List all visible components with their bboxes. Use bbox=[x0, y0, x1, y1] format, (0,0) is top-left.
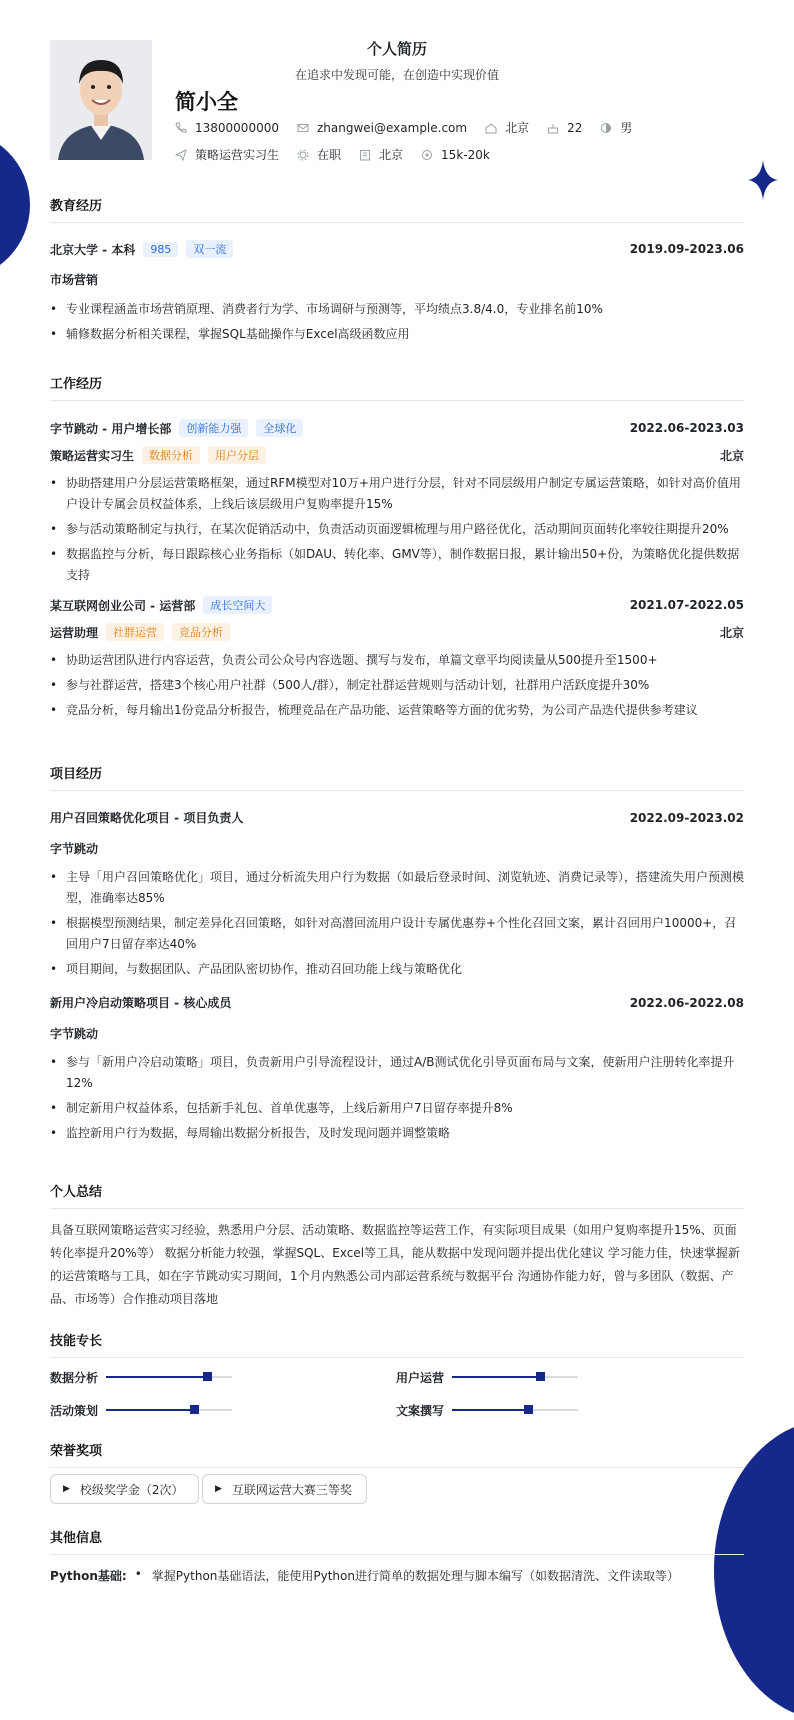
skill-level-knob bbox=[524, 1405, 533, 1414]
skill-level-knob bbox=[190, 1405, 199, 1414]
project-entry bbox=[50, 809, 744, 980]
awards-section bbox=[50, 1440, 744, 1468]
skill-item bbox=[50, 1369, 250, 1385]
award-chip[interactable] bbox=[50, 1474, 199, 1504]
project-entry bbox=[50, 994, 744, 1144]
gender-item bbox=[600, 119, 632, 136]
list-item: • 协助运营团队进行内容运营，负责公司公众号内容选题、撰写与发布，单篇文章平均阅读量从500提升至1500+ bbox=[50, 650, 744, 671]
contact-row bbox=[175, 119, 650, 136]
projects-section bbox=[50, 763, 744, 1148]
list-item: • 辅修数据分析相关课程，掌握SQL基础操作与Excel高级函数应用 bbox=[50, 324, 744, 345]
building-icon bbox=[359, 149, 371, 161]
gear-icon bbox=[297, 149, 309, 161]
skill-level-fill bbox=[452, 1409, 528, 1411]
skill-level-fill bbox=[452, 1376, 540, 1378]
role-tag: 竞品分析 bbox=[172, 623, 230, 641]
school-tag: 双一流 bbox=[186, 240, 233, 258]
other-text: 掌握Python基础语法，能使用Python进行简单的数据处理与脚本编写（如数据清洗、文件读取等） bbox=[151, 1569, 679, 1583]
email-item bbox=[297, 121, 467, 135]
skill-level-fill bbox=[106, 1409, 194, 1411]
education-section bbox=[50, 195, 744, 349]
cake-icon bbox=[547, 122, 559, 134]
phone-text: 13800000000 bbox=[195, 120, 279, 135]
project-bullets bbox=[50, 1052, 744, 1144]
skill-level-fill bbox=[106, 1376, 207, 1378]
other-section bbox=[50, 1527, 744, 1584]
section-title: 工作经历 bbox=[50, 373, 744, 401]
list-item: • 根据模型预测结果，制定差异化召回策略，如针对高潜回流用户设计专属优惠券+个性化召回文案，累计召回用户10000+，召回用户7日留存率达40% bbox=[50, 913, 744, 955]
section-title: 荣誉奖项 bbox=[50, 1440, 744, 1468]
caret-right-icon: ▶ bbox=[63, 1484, 70, 1494]
list-item: • 参与「新用户冷启动策略」项目，负责新用户引导流程设计，通过A/B测试优化引导页面布局与文案，使新用户注册转化率提升12% bbox=[50, 1052, 744, 1094]
job-role: 运营助理 bbox=[50, 625, 99, 640]
section-title: 其他信息 bbox=[50, 1527, 744, 1555]
education-bullets bbox=[50, 299, 744, 345]
work-section bbox=[50, 373, 744, 725]
status-text: 在职 bbox=[317, 148, 342, 162]
job-city: 北京 bbox=[719, 625, 744, 640]
company-name: 字节跳动 - 用户增长部 bbox=[50, 421, 172, 436]
project-org: 字节跳动 bbox=[50, 842, 99, 856]
skill-level-knob bbox=[203, 1372, 212, 1381]
skills-section bbox=[50, 1330, 744, 1358]
job-date: 2022.06-2023.03 bbox=[629, 421, 744, 435]
list-item: • 主导「用户召回策略优化」项目，通过分析流失用户行为数据（如最后登录时间、浏览轨迹、消费记录等），搭建流失用户预测模型，准确率达85% bbox=[50, 867, 744, 909]
company-name: 某互联网创业公司 - 运营部 bbox=[50, 598, 196, 613]
list-item: • 竞品分析，每月输出1份竞品分析报告，梳理竞品在产品功能、运营策略等方面的优劣势，为公司产品迭代提供参考建议 bbox=[50, 700, 744, 721]
project-name: 新用户冷启动策略项目 - 核心成员 bbox=[50, 996, 232, 1010]
project-org: 字节跳动 bbox=[50, 1027, 99, 1041]
salary-text: 15k-20k bbox=[441, 147, 490, 162]
award-label: 校级奖学金（2次） bbox=[79, 1482, 184, 1497]
skill-level-knob bbox=[536, 1372, 545, 1381]
school-name: 北京大学 - 本科 bbox=[50, 242, 136, 257]
skill-level-track bbox=[106, 1376, 232, 1378]
resume-page bbox=[50, 0, 745, 1583]
skill-level-track bbox=[106, 1409, 232, 1411]
sparkle-icon bbox=[748, 160, 778, 200]
job-bullets bbox=[50, 473, 744, 586]
location-text: 北京 bbox=[505, 121, 530, 135]
home-icon bbox=[485, 122, 497, 134]
summary-section bbox=[50, 1181, 744, 1311]
age-item bbox=[547, 121, 582, 135]
skill-name: 文案撰写 bbox=[396, 1403, 445, 1418]
other-row bbox=[50, 1567, 744, 1584]
mail-icon bbox=[297, 122, 309, 134]
company-tag: 创新能力强 bbox=[179, 419, 248, 437]
gender-text: 男 bbox=[620, 121, 633, 135]
skill-item bbox=[50, 1402, 250, 1418]
location-item bbox=[485, 119, 529, 136]
section-title: 教育经历 bbox=[50, 195, 744, 223]
list-item: • 参与活动策略制定与执行，在某次促销活动中，负责活动页面逻辑梳理与用户路径优化，活动期间页面转化率较往期提升20% bbox=[50, 519, 744, 540]
job-bullets bbox=[50, 650, 744, 721]
list-item: • 参与社群运营，搭建3个核心用户社群（500人/群），制定社群运营规则与活动计划，社群用户活跃度提升30% bbox=[50, 675, 744, 696]
tagline: 在追求中发现可能，在创造中实现价值 bbox=[294, 68, 499, 82]
job-target-text: 策略运营实习生 bbox=[195, 148, 280, 162]
city-item bbox=[359, 146, 403, 163]
decorative-circle-left bbox=[0, 130, 30, 280]
award-chip[interactable] bbox=[202, 1474, 367, 1504]
list-item: • 监控新用户行为数据，每周输出数据分析报告，及时发现问题并调整策略 bbox=[50, 1123, 744, 1144]
job-entry bbox=[50, 419, 744, 586]
job-target-item bbox=[175, 146, 279, 163]
skill-item bbox=[396, 1369, 596, 1385]
education-header-row bbox=[50, 240, 744, 258]
gender-icon bbox=[600, 122, 612, 134]
project-name: 用户召回策略优化项目 - 项目负责人 bbox=[50, 811, 244, 825]
resume-header bbox=[50, 0, 744, 185]
company-tag: 全球化 bbox=[256, 419, 303, 437]
section-title: 项目经历 bbox=[50, 763, 744, 791]
job-entry bbox=[50, 596, 744, 721]
role-tag: 社群运营 bbox=[106, 623, 164, 641]
skill-level-track bbox=[452, 1409, 578, 1411]
project-bullets bbox=[50, 867, 744, 980]
skill-name: 活动策划 bbox=[50, 1403, 99, 1418]
other-label: Python基础: bbox=[50, 1569, 127, 1583]
skill-name: 数据分析 bbox=[50, 1370, 99, 1385]
candidate-name: 简小全 bbox=[175, 90, 238, 114]
salary-item bbox=[421, 148, 490, 162]
list-item: • 制定新用户权益体系，包括新手礼包、首单优惠等，上线后新用户7日留存率提升8% bbox=[50, 1098, 744, 1119]
bullet-dot: • bbox=[134, 1567, 142, 1581]
summary-text: 具备互联网策略运营实习经验，熟悉用户分层、活动策略、数据监控等运营工作，有实际项目成果（如用户复购率提升15%、页面转化率提升20%等） 数据分析能力较强，掌握SQL、Excel等工具，能从数据中发现问题并提出优化建议 学习能力佳，快速掌握新的运营策略与工具，如在字节跳动实习期间，1个月内熟悉公司内部运营系统与数据平台 沟通协作能力好，曾与多团队（数据、产品、市场等）合作推动项目落地 bbox=[50, 1223, 740, 1306]
phone-item bbox=[175, 121, 279, 135]
role-tag: 用户分层 bbox=[208, 446, 266, 464]
status-item bbox=[297, 146, 341, 163]
send-icon bbox=[175, 149, 187, 161]
list-item: • 专业课程涵盖市场营销原理、消费者行为学、市场调研与预测等，平均绩点3.8/4.0，专业排名前10% bbox=[50, 299, 744, 320]
email-text: zhangwei@example.com bbox=[316, 120, 468, 135]
skill-level-track bbox=[452, 1376, 578, 1378]
skill-item bbox=[396, 1402, 596, 1418]
education-date: 2019.09-2023.06 bbox=[629, 242, 744, 256]
job-date: 2021.07-2022.05 bbox=[629, 598, 744, 612]
list-item: • 数据监控与分析，每日跟踪核心业务指标（如DAU、转化率、GMV等），制作数据日报，累计输出50+份，为策略优化提供数据支持 bbox=[50, 544, 744, 586]
age-text: 22 bbox=[567, 120, 583, 135]
project-date: 2022.09-2023.02 bbox=[629, 810, 744, 825]
company-tag: 成长空间大 bbox=[203, 596, 272, 614]
list-item: • 协助搭建用户分层运营策略框架，通过RFM模型对10万+用户进行分层，针对不同层级用户制定专属运营策略，如针对高价值用户设计专属会员权益体系，上线后该层级用户复购率提升15% bbox=[50, 473, 744, 515]
phone-icon bbox=[175, 122, 187, 134]
job-city: 北京 bbox=[719, 448, 744, 463]
role-tag: 数据分析 bbox=[142, 446, 200, 464]
job-intent-row bbox=[175, 146, 508, 163]
major-name: 市场营销 bbox=[50, 273, 99, 287]
caret-right-icon: ▶ bbox=[215, 1484, 222, 1494]
job-role: 策略运营实习生 bbox=[50, 448, 135, 463]
city-text: 北京 bbox=[379, 148, 404, 162]
section-title: 技能专长 bbox=[50, 1330, 744, 1358]
section-title: 个人总结 bbox=[50, 1181, 744, 1209]
school-tag: 985 bbox=[143, 242, 178, 257]
coin-icon bbox=[421, 149, 433, 161]
list-item: • 项目期间，与数据团队、产品团队密切协作，推动召回功能上线与策略优化 bbox=[50, 959, 744, 980]
skill-name: 用户运营 bbox=[396, 1370, 445, 1385]
project-date: 2022.06-2022.08 bbox=[629, 995, 744, 1010]
award-label: 互联网运营大赛三等奖 bbox=[231, 1482, 352, 1497]
document-title: 个人简历 bbox=[366, 40, 427, 58]
